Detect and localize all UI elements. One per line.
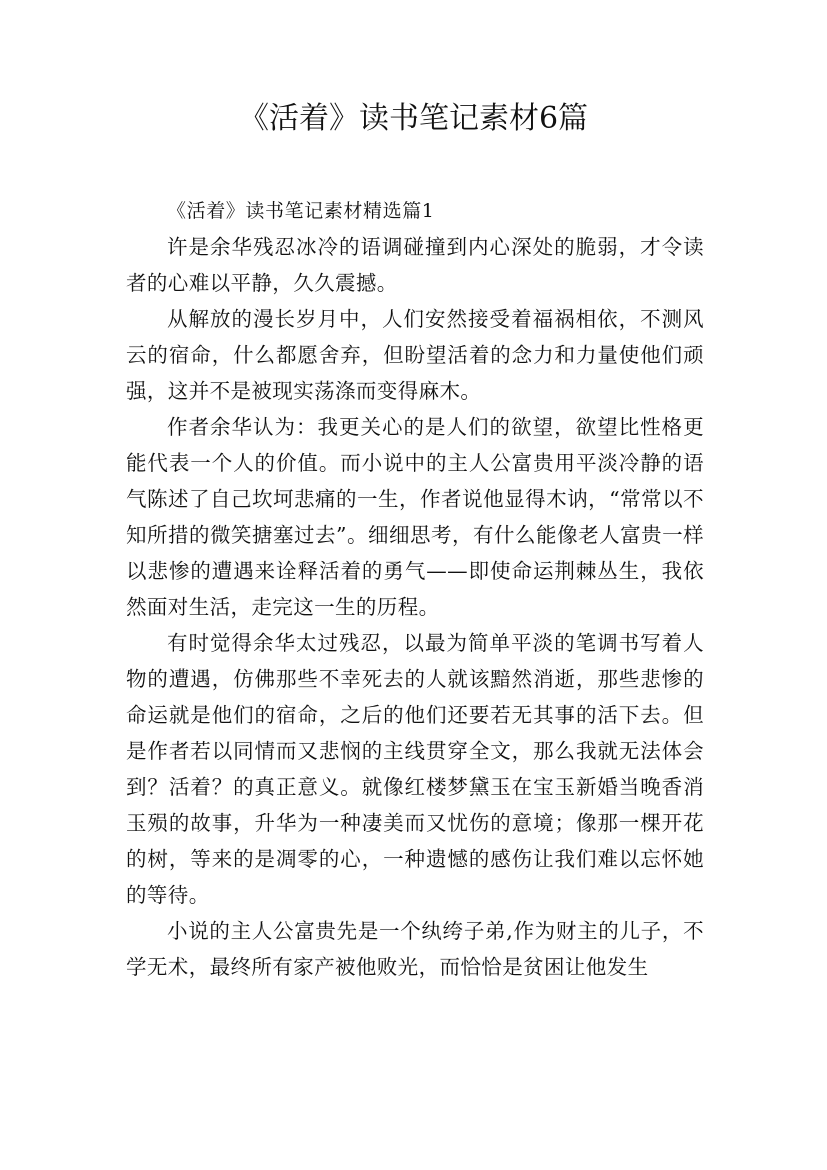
- paragraph-1: 许是余华残忍冰冷的语调碰撞到内心深处的脆弱，才令读者的心难以平静，久久震撼。: [126, 235, 704, 295]
- paragraph-4: 有时觉得余华太过残忍，以最为简单平淡的笔调书写着人物的遭遇，仿佛那些不幸死去的人就该黯然消逝，那些悲惨的命运就是他们的宿命，之后的他们还要若无其事的活下去。但是作者若以同情而又悲悯的主线贯穿全文，那么我就无法体会到？活着？的真正意义。就像红楼梦黛玉在宝玉新婚当晚香消玉殒的故事，升华为一种凄美而又忧伤的意境；像那一棵开花的树，等来的是凋零的心，一种遗憾的感伤让我们难以忘怀她的等待。: [126, 631, 704, 907]
- paragraph-3: 作者余华认为：我更关心的是人们的欲望，欲望比性格更能代表一个人的价值。而小说中的主人公富贵用平淡冷静的语气陈述了自己坎坷悲痛的一生，作者说他显得木讷，“常常以不知所措的微笑搪塞过去”。细细思考，有什么能像老人富贵一样以悲惨的遭遇来诠释活着的勇气——即使命运荆棘丛生，我依然面对生活，走完这一生的历程。: [126, 415, 704, 619]
- document-title: 《活着》读书笔记素材6篇: [238, 101, 589, 136]
- paragraph-5: 小说的主人公富贵先是一个纨绔子弟,作为财主的儿子，不学无术，最终所有家产被他败光，而恰恰是贫困让他发生: [126, 919, 704, 979]
- paragraph-2: 从解放的漫长岁月中，人们安然接受着福祸相依，不测风云的宿命，什么都愿舍弃，但盼望活着的念力和力量使他们顽强，这并不是被现实荡涤而变得麻木。: [126, 307, 704, 403]
- section-heading: 《活着》读书笔记素材精选篇1: [167, 200, 435, 222]
- document-body: [126, 193, 704, 985]
